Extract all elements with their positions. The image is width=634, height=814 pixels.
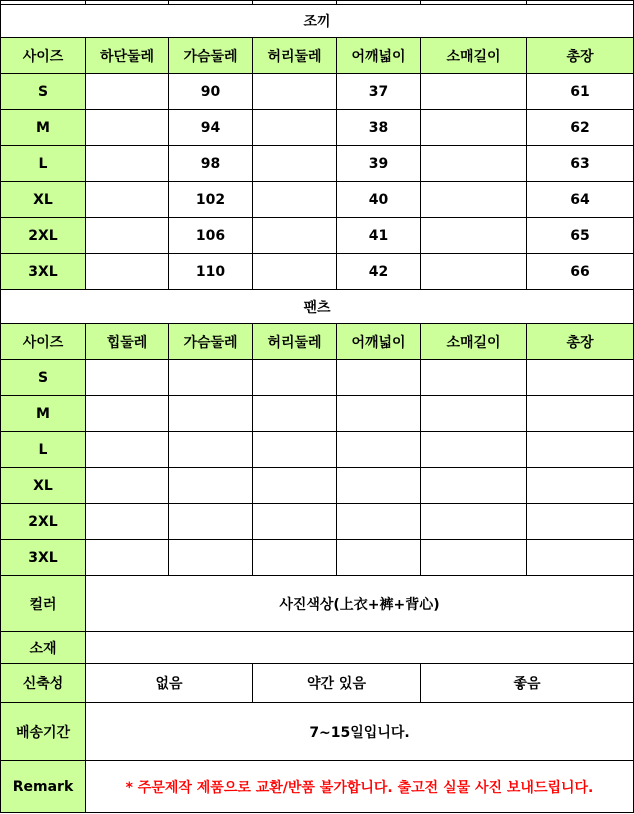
- vest-row: [1, 110, 634, 146]
- vest-header-cell: 사이즈: [1, 38, 86, 74]
- vest-cell: [253, 146, 337, 182]
- vest-cell: [421, 254, 527, 290]
- vest-cell: 65: [527, 218, 634, 254]
- pants-size-cell: 3XL: [1, 540, 86, 576]
- color-value: 사진색상(上衣+裤+背心): [86, 576, 634, 632]
- pants-cell: [421, 396, 527, 432]
- vest-cell: [421, 110, 527, 146]
- pants-cell: [86, 396, 169, 432]
- vest-cell: 94: [169, 110, 253, 146]
- vest-cell: [421, 182, 527, 218]
- pants-cell: [253, 360, 337, 396]
- vest-cell: 98: [169, 146, 253, 182]
- pants-header-cell: 소매길이: [421, 324, 527, 360]
- pants-cell: [169, 396, 253, 432]
- pants-size-cell: L: [1, 432, 86, 468]
- vest-cell: 102: [169, 182, 253, 218]
- vest-cell: 90: [169, 74, 253, 110]
- vest-header-cell: 어깨넓이: [337, 38, 421, 74]
- pants-header-row: [1, 324, 634, 360]
- material-label: 소재: [1, 632, 86, 664]
- stretch-option-some: 약간 있음: [253, 664, 421, 703]
- vest-cell: [421, 218, 527, 254]
- pants-cell: [527, 432, 634, 468]
- remark-row: [1, 761, 634, 813]
- vest-header-cell: 허리둘레: [253, 38, 337, 74]
- vest-cell: 61: [527, 74, 634, 110]
- vest-cell: [86, 74, 169, 110]
- vest-cell: [253, 254, 337, 290]
- vest-cell: 106: [169, 218, 253, 254]
- pants-cell: [253, 432, 337, 468]
- vest-cell: 42: [337, 254, 421, 290]
- vest-size-cell: 2XL: [1, 218, 86, 254]
- pants-row: [1, 468, 634, 504]
- pants-row: [1, 396, 634, 432]
- pants-cell: [421, 360, 527, 396]
- vest-cell: [421, 146, 527, 182]
- vest-cell: 40: [337, 182, 421, 218]
- vest-cell: 39: [337, 146, 421, 182]
- remark-value: * 주문제작 제품으로 교환/반품 불가합니다. 출고전 실물 사진 보내드립니다.: [86, 761, 634, 813]
- vest-size-cell: 3XL: [1, 254, 86, 290]
- pants-title: 팬츠: [1, 290, 634, 324]
- vest-cell: 66: [527, 254, 634, 290]
- pants-cell: [527, 468, 634, 504]
- pants-cell: [421, 432, 527, 468]
- pants-cell: [337, 360, 421, 396]
- pants-header-cell: 힙둘레: [86, 324, 169, 360]
- vest-row: [1, 74, 634, 110]
- vest-cell: [86, 254, 169, 290]
- vest-header-row: [1, 38, 634, 74]
- vest-cell: [86, 182, 169, 218]
- vest-header-cell: 하단둘레: [86, 38, 169, 74]
- shipping-value: 7~15일입니다.: [86, 703, 634, 761]
- vest-header-cell: 총장: [527, 38, 634, 74]
- pants-cell: [169, 360, 253, 396]
- vest-header-cell: 소매길이: [421, 38, 527, 74]
- pants-cell: [421, 540, 527, 576]
- vest-cell: 37: [337, 74, 421, 110]
- vest-cell: [86, 218, 169, 254]
- pants-cell: [337, 468, 421, 504]
- vest-cell: 110: [169, 254, 253, 290]
- vest-cell: [253, 218, 337, 254]
- stretch-option-none: 없음: [86, 664, 253, 703]
- vest-cell: 63: [527, 146, 634, 182]
- pants-cell: [337, 432, 421, 468]
- vest-cell: 41: [337, 218, 421, 254]
- pants-cell: [253, 396, 337, 432]
- vest-header-cell: 가슴둘레: [169, 38, 253, 74]
- pants-header-cell: 허리둘레: [253, 324, 337, 360]
- pants-row: [1, 504, 634, 540]
- vest-row: [1, 146, 634, 182]
- material-value: [86, 632, 634, 664]
- shipping-row: [1, 703, 634, 761]
- pants-size-cell: M: [1, 396, 86, 432]
- color-label: 컬러: [1, 576, 86, 632]
- vest-cell: [86, 146, 169, 182]
- pants-cell: [169, 432, 253, 468]
- pants-cell: [169, 540, 253, 576]
- pants-cell: [337, 504, 421, 540]
- pants-row: [1, 432, 634, 468]
- vest-cell: 62: [527, 110, 634, 146]
- pants-cell: [253, 504, 337, 540]
- vest-cell: [86, 110, 169, 146]
- pants-cell: [337, 540, 421, 576]
- pants-cell: [421, 468, 527, 504]
- vest-size-cell: L: [1, 146, 86, 182]
- pants-cell: [86, 540, 169, 576]
- pants-cell: [86, 360, 169, 396]
- pants-header-cell: 총장: [527, 324, 634, 360]
- vest-size-cell: S: [1, 74, 86, 110]
- pants-size-cell: 2XL: [1, 504, 86, 540]
- pants-cell: [421, 504, 527, 540]
- vest-cell: 64: [527, 182, 634, 218]
- vest-cell: [253, 110, 337, 146]
- remark-label: Remark: [1, 761, 86, 813]
- vest-row: [1, 218, 634, 254]
- vest-cell: [253, 74, 337, 110]
- pants-cell: [527, 504, 634, 540]
- pants-size-cell: XL: [1, 468, 86, 504]
- pants-row: [1, 540, 634, 576]
- vest-cell: [253, 182, 337, 218]
- pants-cell: [86, 432, 169, 468]
- pants-cell: [253, 468, 337, 504]
- vest-title-row: [1, 5, 634, 38]
- pants-header-cell: 가슴둘레: [169, 324, 253, 360]
- vest-row: [1, 182, 634, 218]
- material-row: [1, 632, 634, 664]
- pants-cell: [527, 540, 634, 576]
- vest-row: [1, 254, 634, 290]
- pants-title-row: [1, 290, 634, 324]
- stretch-option-good: 좋음: [421, 664, 634, 703]
- vest-size-cell: XL: [1, 182, 86, 218]
- pants-cell: [337, 396, 421, 432]
- pants-cell: [169, 468, 253, 504]
- shipping-label: 배송기간: [1, 703, 86, 761]
- vest-cell: 38: [337, 110, 421, 146]
- pants-cell: [169, 504, 253, 540]
- vest-title: 조끼: [1, 5, 634, 38]
- pants-cell: [253, 540, 337, 576]
- stretch-label: 신축성: [1, 664, 86, 703]
- pants-cell: [86, 468, 169, 504]
- pants-cell: [527, 360, 634, 396]
- pants-header-cell: 사이즈: [1, 324, 86, 360]
- pants-cell: [86, 504, 169, 540]
- pants-size-cell: S: [1, 360, 86, 396]
- vest-size-cell: M: [1, 110, 86, 146]
- pants-row: [1, 360, 634, 396]
- pants-header-cell: 어깨넓이: [337, 324, 421, 360]
- stretch-row: [1, 664, 634, 703]
- pants-cell: [527, 396, 634, 432]
- color-row: [1, 576, 634, 632]
- vest-cell: [421, 74, 527, 110]
